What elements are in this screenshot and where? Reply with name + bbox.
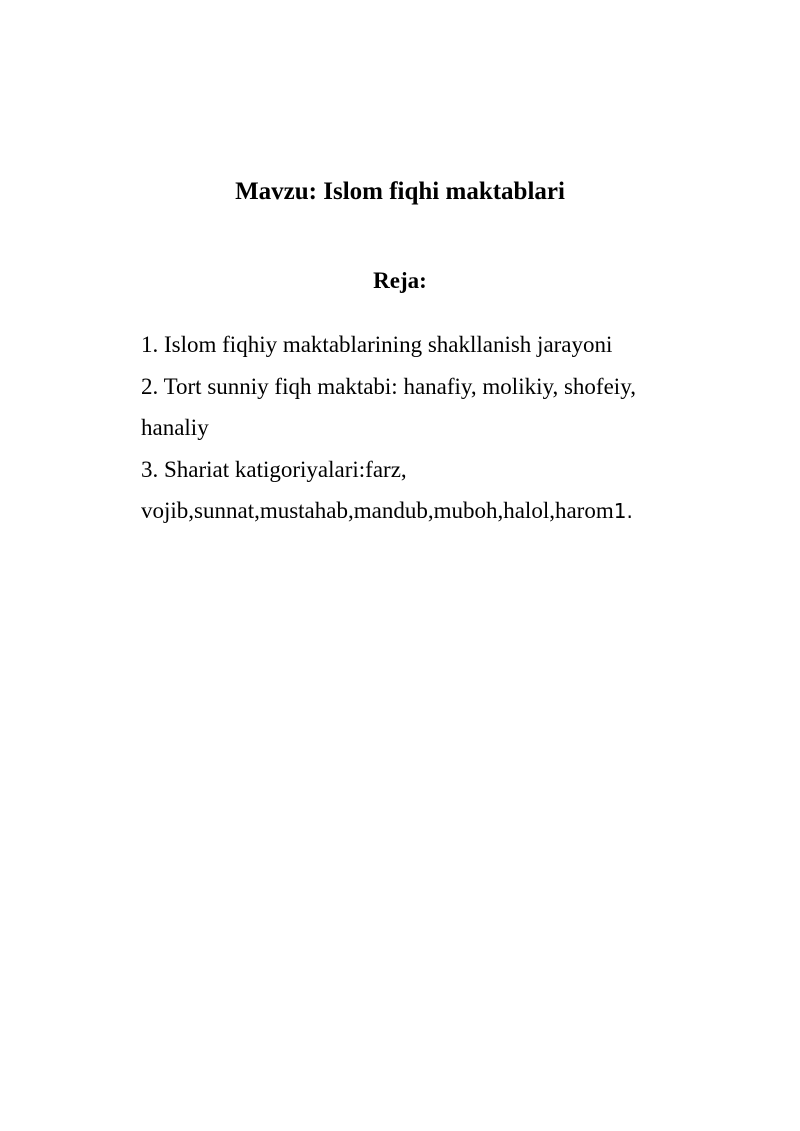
plan-item-1-text: 1. Islom fiqhiy maktablarining shakllanish jarayoni: [141, 332, 613, 357]
document-title: Mavzu: Islom fiqhi maktablari: [235, 178, 565, 205]
plan-item-1: [141, 324, 681, 366]
footnote-mark: 1.: [613, 499, 633, 523]
plan-item-2: [141, 366, 681, 449]
plan-item-3: [141, 449, 681, 533]
plan-heading: Reja:: [373, 268, 427, 293]
plan-item-3-text: 3. Shariat katigoriyalari:farz, vojib,sunnat,mustahab,mandub,muboh,halol,harom: [141, 456, 614, 523]
plan-item-2-text: 2. Tort sunniy fiqh maktabi: hanafiy, molikiy, shofeiy, hanaliy: [141, 373, 636, 440]
plan-list: [141, 324, 681, 533]
